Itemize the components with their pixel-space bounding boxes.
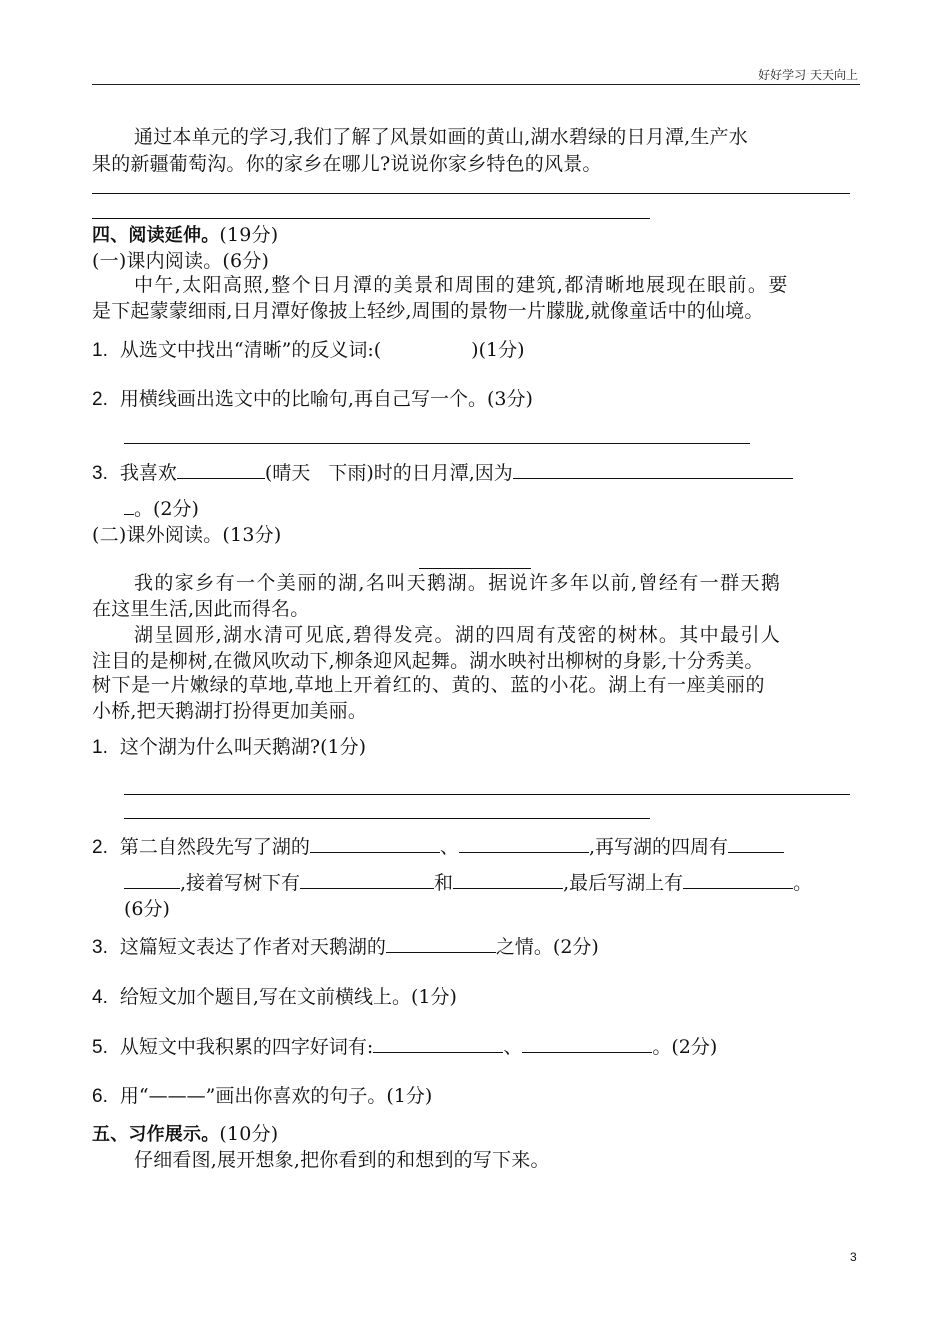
part-2-title: (二)课外阅读。(13分) bbox=[92, 524, 282, 546]
question-number: 2. bbox=[92, 389, 108, 410]
part-1-title: (一)课内阅读。(6分) bbox=[92, 250, 270, 272]
question-text: ,最后写湖上有 bbox=[563, 872, 684, 894]
answer-blank[interactable] bbox=[522, 1034, 652, 1053]
question-number: 2. bbox=[92, 837, 108, 858]
answer-line[interactable] bbox=[124, 794, 850, 795]
part2-question-2-cont bbox=[124, 870, 812, 897]
passage-2-p2-line-4: 小桥,把天鹅湖打扮得更加美丽。 bbox=[92, 700, 368, 722]
section-4-title bbox=[92, 222, 278, 249]
answer-blank[interactable] bbox=[177, 460, 265, 479]
part1-question-2 bbox=[92, 386, 533, 413]
question-text: 我喜欢 bbox=[119, 462, 177, 484]
header-motto: 好好学习 天天向上 bbox=[758, 68, 858, 82]
section-5-instruction: 仔细看图,展开想象,把你看到的和想到的写下来。 bbox=[134, 1149, 550, 1171]
passage-1-line-2: 是下起蒙蒙细雨,日月潭好像披上轻纱,周围的景物一片朦胧,就像童话中的仙境。 bbox=[92, 300, 764, 322]
answer-blank[interactable] bbox=[373, 1034, 503, 1053]
intro-line-1: 通过本单元的学习,我们了解了风景如画的黄山,湖水碧绿的日月潭,生产水 bbox=[134, 126, 748, 148]
answer-line[interactable] bbox=[124, 443, 750, 444]
intro-line-2: 果的新疆葡萄沟。你的家乡在哪儿?说说你家乡特色的风景。 bbox=[92, 153, 602, 175]
question-text: 和 bbox=[434, 872, 454, 894]
question-number: 1. bbox=[92, 340, 108, 361]
question-text: 从选文中找出“清晰”的反义词:( bbox=[119, 339, 382, 361]
question-number: 3. bbox=[92, 937, 108, 958]
passage-1-line-1: 中午,太阳高照,整个日月潭的美景和周围的建筑,都清晰地展现在眼前。要 bbox=[134, 274, 789, 296]
answer-blank[interactable] bbox=[459, 834, 589, 853]
part2-question-2 bbox=[92, 834, 784, 861]
question-text: 用横线画出选文中的比喻句,再自己写一个。(3分) bbox=[119, 388, 533, 410]
part2-question-5 bbox=[92, 1034, 717, 1061]
question-text: 给短文加个题目,写在文前横线上。(1分) bbox=[119, 986, 457, 1008]
passage-2-p1-line-2: 在这里生活,因此而得名。 bbox=[92, 598, 310, 620]
answer-blank[interactable] bbox=[453, 870, 563, 889]
question-number: 5. bbox=[92, 1037, 108, 1058]
section-5-heading: 五、习作展示。 bbox=[92, 1124, 220, 1145]
title-blank-line[interactable] bbox=[419, 568, 531, 569]
section-4-score: (19分) bbox=[219, 224, 279, 246]
question-text: 从短文中我积累的四字好词有: bbox=[119, 1036, 374, 1058]
section-5-score: (10分) bbox=[219, 1123, 279, 1145]
choice-sunny: (晴天 bbox=[264, 462, 311, 484]
question-text: 这个湖为什么叫天鹅湖?(1分) bbox=[119, 736, 367, 758]
answer-blank[interactable] bbox=[728, 834, 784, 853]
part1-question-1 bbox=[92, 337, 524, 364]
question-text: 这篇短文表达了作者对天鹅湖的 bbox=[119, 936, 386, 958]
passage-2-p2-line-3: 树下是一片嫩绿的草地,草地上开着红的、黄的、蓝的小花。湖上有一座美丽的 bbox=[92, 674, 766, 696]
question-text: ,接着写树下有 bbox=[180, 872, 301, 894]
choice-rainy: 下雨)时的日月潭,因为 bbox=[328, 462, 513, 484]
passage-2-p2-line-2: 注目的是柳树,在微风吹动下,柳条迎风起舞。湖水映衬出柳树的身影,十分秀美。 bbox=[92, 650, 764, 672]
question-text: 。 bbox=[793, 872, 813, 894]
answer-line[interactable] bbox=[92, 193, 850, 194]
question-score: )(1分) bbox=[471, 339, 525, 361]
question-text: 之情。(2分) bbox=[495, 936, 599, 958]
answer-blank[interactable] bbox=[386, 934, 496, 953]
answer-blank[interactable] bbox=[310, 834, 440, 853]
section-5-title bbox=[92, 1121, 278, 1148]
answer-line[interactable] bbox=[124, 818, 650, 819]
question-number: 3. bbox=[92, 463, 108, 484]
question-number: 6. bbox=[92, 1086, 108, 1107]
answer-blank[interactable] bbox=[124, 870, 180, 889]
page-number: 3 bbox=[850, 1250, 857, 1264]
answer-line[interactable] bbox=[92, 218, 650, 219]
answer-blank[interactable] bbox=[683, 870, 793, 889]
question-text: ,再写湖的四周有 bbox=[588, 836, 728, 858]
question-text: 第二自然段先写了湖的 bbox=[119, 836, 310, 858]
question-number: 4. bbox=[92, 987, 108, 1008]
question-text: 、 bbox=[439, 836, 459, 858]
question-score: (6分) bbox=[124, 898, 170, 920]
question-text: 用“———”画出你喜欢的句子。(1分) bbox=[119, 1085, 433, 1107]
section-4-heading: 四、阅读延伸。 bbox=[92, 225, 220, 246]
part2-question-4 bbox=[92, 984, 457, 1011]
part2-question-1 bbox=[92, 734, 366, 761]
header-rule bbox=[92, 84, 860, 85]
answer-blank[interactable] bbox=[124, 496, 134, 515]
question-text: 、 bbox=[503, 1036, 523, 1058]
part2-question-6 bbox=[92, 1083, 432, 1110]
part2-question-3 bbox=[92, 934, 599, 961]
passage-2-p1-line-1: 我的家乡有一个美丽的湖,名叫天鹅湖。据说许多年以前,曾经有一群天鹅 bbox=[134, 572, 782, 594]
answer-blank[interactable] bbox=[513, 460, 793, 479]
question-score: 。(2分) bbox=[652, 1036, 718, 1058]
answer-blank[interactable] bbox=[300, 870, 434, 889]
passage-2-p2-line-1: 湖呈圆形,湖水清可见底,碧得发亮。湖的四周有茂密的树林。其中最引人 bbox=[134, 624, 782, 646]
part1-question-3 bbox=[92, 460, 793, 487]
part1-question-3-cont bbox=[124, 496, 199, 523]
question-number: 1. bbox=[92, 737, 108, 758]
question-score: 。(2分) bbox=[134, 498, 199, 520]
